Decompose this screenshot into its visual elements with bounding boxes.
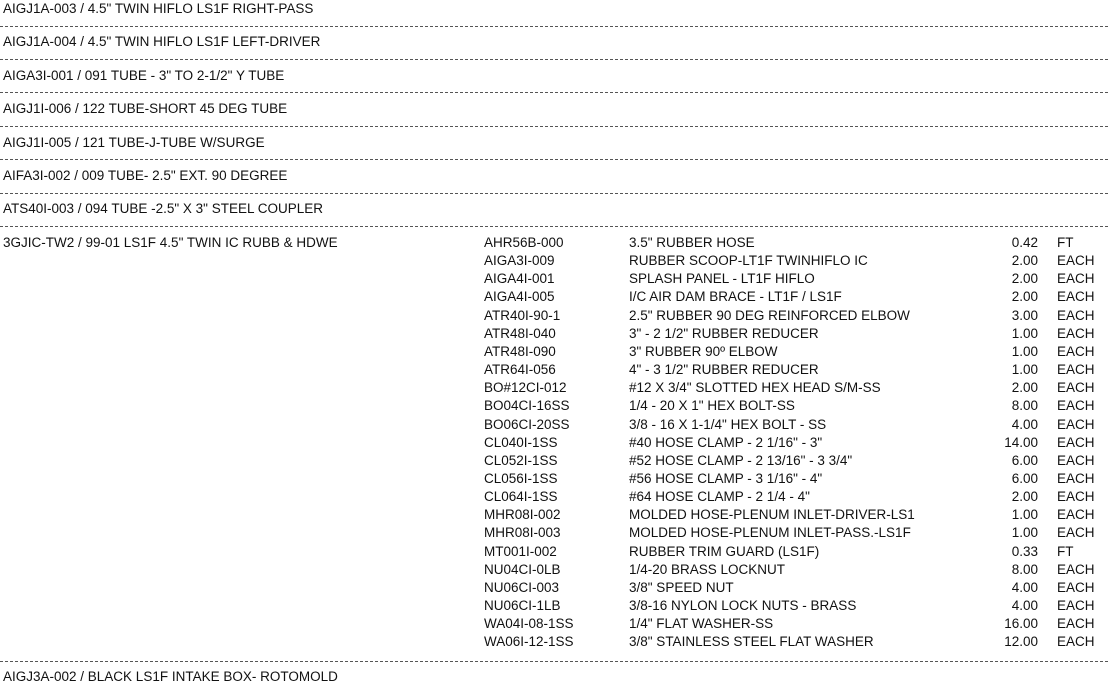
component-quantity: 4.00 xyxy=(1011,579,1038,595)
dashed-separator xyxy=(0,59,1108,60)
component-description: #40 HOSE CLAMP - 2 1/16" - 3" xyxy=(629,434,823,450)
component-quantity: 2.00 xyxy=(1011,380,1038,396)
component-row xyxy=(0,616,1111,634)
component-code: ATR48I-090 xyxy=(484,343,556,359)
component-quantity: 2.00 xyxy=(1011,271,1038,287)
component-unit: EACH xyxy=(1057,416,1095,432)
component-unit: EACH xyxy=(1057,398,1095,414)
component-quantity: 6.00 xyxy=(1011,452,1038,468)
component-unit: EACH xyxy=(1057,362,1095,378)
component-quantity: 6.00 xyxy=(1011,470,1038,486)
component-code: CL040I-1SS xyxy=(484,434,558,450)
component-code: NU06CI-1LB xyxy=(484,598,561,613)
component-description: 3/8" SPEED NUT xyxy=(629,579,734,595)
assembly-row: AIFA3I-002 / 009 TUBE- 2.5" EXT. 90 DEGREE xyxy=(3,168,288,183)
component-description: #12 X 3/4" SLOTTED HEX HEAD S/M-SS xyxy=(629,380,881,396)
component-unit: EACH xyxy=(1057,434,1095,450)
component-quantity: 14.00 xyxy=(1004,434,1038,450)
component-quantity: 4.00 xyxy=(1011,416,1038,432)
component-unit: EACH xyxy=(1057,598,1095,613)
component-row xyxy=(0,525,1111,543)
component-code: ATR40I-90-1 xyxy=(484,307,561,323)
component-quantity: 3.00 xyxy=(1011,307,1038,323)
component-code: NU04CI-0LB xyxy=(484,561,561,577)
component-row xyxy=(0,580,1111,598)
component-code: NU06CI-003 xyxy=(484,579,560,595)
component-quantity: 8.00 xyxy=(1011,561,1038,577)
component-code: AHR56B-000 xyxy=(484,235,564,250)
component-row xyxy=(0,253,1111,271)
component-unit: EACH xyxy=(1057,525,1095,541)
kit-row: 3GJIC-TW2 / 99-01 LS1F 4.5" TWIN IC RUBB & HDWE xyxy=(3,235,338,250)
component-quantity: 1.00 xyxy=(1011,525,1038,541)
component-unit: EACH xyxy=(1057,470,1095,486)
component-row xyxy=(0,634,1111,652)
component-quantity: 4.00 xyxy=(1011,598,1038,613)
component-description: 3/8-16 NYLON LOCK NUTS - BRASS xyxy=(629,598,857,613)
component-quantity: 2.00 xyxy=(1011,253,1038,269)
component-code: MHR08I-002 xyxy=(484,507,561,523)
assembly-row: AIGJ1I-006 / 122 TUBE-SHORT 45 DEG TUBE xyxy=(3,101,288,117)
component-row xyxy=(0,344,1111,362)
component-row xyxy=(0,235,1111,253)
component-row xyxy=(0,453,1111,471)
assembly-row: AIGJ3A-002 / BLACK LS1F INTAKE BOX- ROTOMOLD xyxy=(3,669,338,684)
component-description: 3/8" STAINLESS STEEL FLAT WASHER xyxy=(629,634,874,650)
component-quantity: 2.00 xyxy=(1011,289,1038,305)
component-unit: EACH xyxy=(1057,489,1095,505)
component-quantity: 1.00 xyxy=(1011,325,1038,341)
dashed-separator xyxy=(0,92,1108,93)
component-description: #56 HOSE CLAMP - 3 1/16" - 4" xyxy=(629,470,823,486)
dashed-separator xyxy=(0,661,1108,662)
component-description: 1/4" FLAT WASHER-SS xyxy=(629,616,774,632)
component-quantity: 2.00 xyxy=(1011,489,1038,505)
component-unit: FT xyxy=(1057,543,1074,559)
component-description: RUBBER TRIM GUARD (LS1F) xyxy=(629,543,820,559)
component-description: MOLDED HOSE-PLENUM INLET-PASS.-LS1F xyxy=(629,525,911,541)
component-description: 3/8 - 16 X 1-1/4" HEX BOLT - SS xyxy=(629,416,827,432)
component-code: MT001I-002 xyxy=(484,543,557,559)
component-row xyxy=(0,489,1111,507)
component-row xyxy=(0,417,1111,435)
component-description: MOLDED HOSE-PLENUM INLET-DRIVER-LS1 xyxy=(629,507,915,523)
component-description: #64 HOSE CLAMP - 2 1/4 - 4" xyxy=(629,489,810,505)
component-row xyxy=(0,271,1111,289)
component-unit: EACH xyxy=(1057,307,1095,323)
component-row xyxy=(0,562,1111,580)
dashed-separator xyxy=(0,226,1108,227)
component-row xyxy=(0,398,1111,416)
component-description: #52 HOSE CLAMP - 2 13/16" - 3 3/4" xyxy=(629,452,853,468)
component-code: BO#12CI-012 xyxy=(484,380,567,396)
component-unit: EACH xyxy=(1057,271,1095,287)
component-unit: EACH xyxy=(1057,579,1095,595)
component-unit: EACH xyxy=(1057,380,1095,396)
component-description: 2.5" RUBBER 90 DEG REINFORCED ELBOW xyxy=(629,307,910,323)
assembly-row: AIGJ1A-004 / 4.5" TWIN HIFLO LS1F LEFT-DRIVER xyxy=(3,34,321,50)
component-code: CL052I-1SS xyxy=(484,452,558,468)
component-row xyxy=(0,507,1111,525)
component-row xyxy=(0,289,1111,307)
component-description: 1/4-20 BRASS LOCKNUT xyxy=(629,561,786,577)
component-code: WA06I-12-1SS xyxy=(484,634,574,650)
component-code: CL064I-1SS xyxy=(484,489,558,505)
component-unit: EACH xyxy=(1057,634,1095,650)
component-unit: FT xyxy=(1057,235,1074,250)
component-unit: EACH xyxy=(1057,325,1095,341)
component-code: BO04CI-16SS xyxy=(484,398,570,414)
assembly-row: ATS40I-003 / 094 TUBE -2.5" X 3" STEEL COUPLER xyxy=(3,201,323,217)
component-code: ATR64I-056 xyxy=(484,362,556,378)
component-unit: EACH xyxy=(1057,253,1095,269)
assembly-row: AIGJ1A-003 / 4.5" TWIN HIFLO LS1F RIGHT-PASS xyxy=(3,1,314,16)
component-code: ATR48I-040 xyxy=(484,325,556,341)
component-row xyxy=(0,308,1111,326)
component-row xyxy=(0,544,1111,562)
component-code: AIGA3I-009 xyxy=(484,253,555,269)
component-code: MHR08I-003 xyxy=(484,525,561,541)
dashed-separator xyxy=(0,159,1108,160)
component-quantity: 1.00 xyxy=(1011,362,1038,378)
component-description: 1/4 - 20 X 1" HEX BOLT-SS xyxy=(629,398,795,414)
component-quantity: 0.33 xyxy=(1011,543,1038,559)
dashed-separator xyxy=(0,126,1108,127)
component-unit: EACH xyxy=(1057,289,1095,305)
component-description: 3" RUBBER 90º ELBOW xyxy=(629,343,778,359)
component-description: 3" - 2 1/2" RUBBER REDUCER xyxy=(629,325,819,341)
component-unit: EACH xyxy=(1057,343,1095,359)
component-quantity: 1.00 xyxy=(1011,343,1038,359)
component-quantity: 0.42 xyxy=(1011,235,1038,250)
component-description: I/C AIR DAM BRACE - LT1F / LS1F xyxy=(629,289,842,305)
component-row xyxy=(0,362,1111,380)
component-quantity: 1.00 xyxy=(1011,507,1038,523)
component-code: AIGA4I-001 xyxy=(484,271,555,287)
component-quantity: 8.00 xyxy=(1011,398,1038,414)
component-description: 4" - 3 1/2" RUBBER REDUCER xyxy=(629,362,819,378)
dashed-separator xyxy=(0,193,1108,194)
dashed-separator xyxy=(0,26,1108,27)
component-row xyxy=(0,471,1111,489)
component-description: SPLASH PANEL - LT1F HIFLO xyxy=(629,271,815,287)
component-row xyxy=(0,326,1111,344)
component-row xyxy=(0,435,1111,453)
component-code: BO06CI-20SS xyxy=(484,416,570,432)
component-row xyxy=(0,598,1111,616)
component-description: RUBBER SCOOP-LT1F TWINHIFLO IC xyxy=(629,253,868,269)
component-unit: EACH xyxy=(1057,507,1095,523)
component-row xyxy=(0,380,1111,398)
component-unit: EACH xyxy=(1057,452,1095,468)
component-quantity: 12.00 xyxy=(1004,634,1038,650)
component-unit: EACH xyxy=(1057,616,1095,632)
component-quantity: 16.00 xyxy=(1004,616,1038,632)
assembly-row: AIGJ1I-005 / 121 TUBE-J-TUBE W/SURGE xyxy=(3,134,265,150)
component-code: AIGA4I-005 xyxy=(484,289,555,305)
component-unit: EACH xyxy=(1057,561,1095,577)
component-code: CL056I-1SS xyxy=(484,470,558,486)
assembly-row: AIGA3I-001 / 091 TUBE - 3" TO 2-1/2" Y TUBE xyxy=(3,67,285,83)
component-description: 3.5" RUBBER HOSE xyxy=(629,235,755,250)
component-code: WA04I-08-1SS xyxy=(484,616,574,632)
